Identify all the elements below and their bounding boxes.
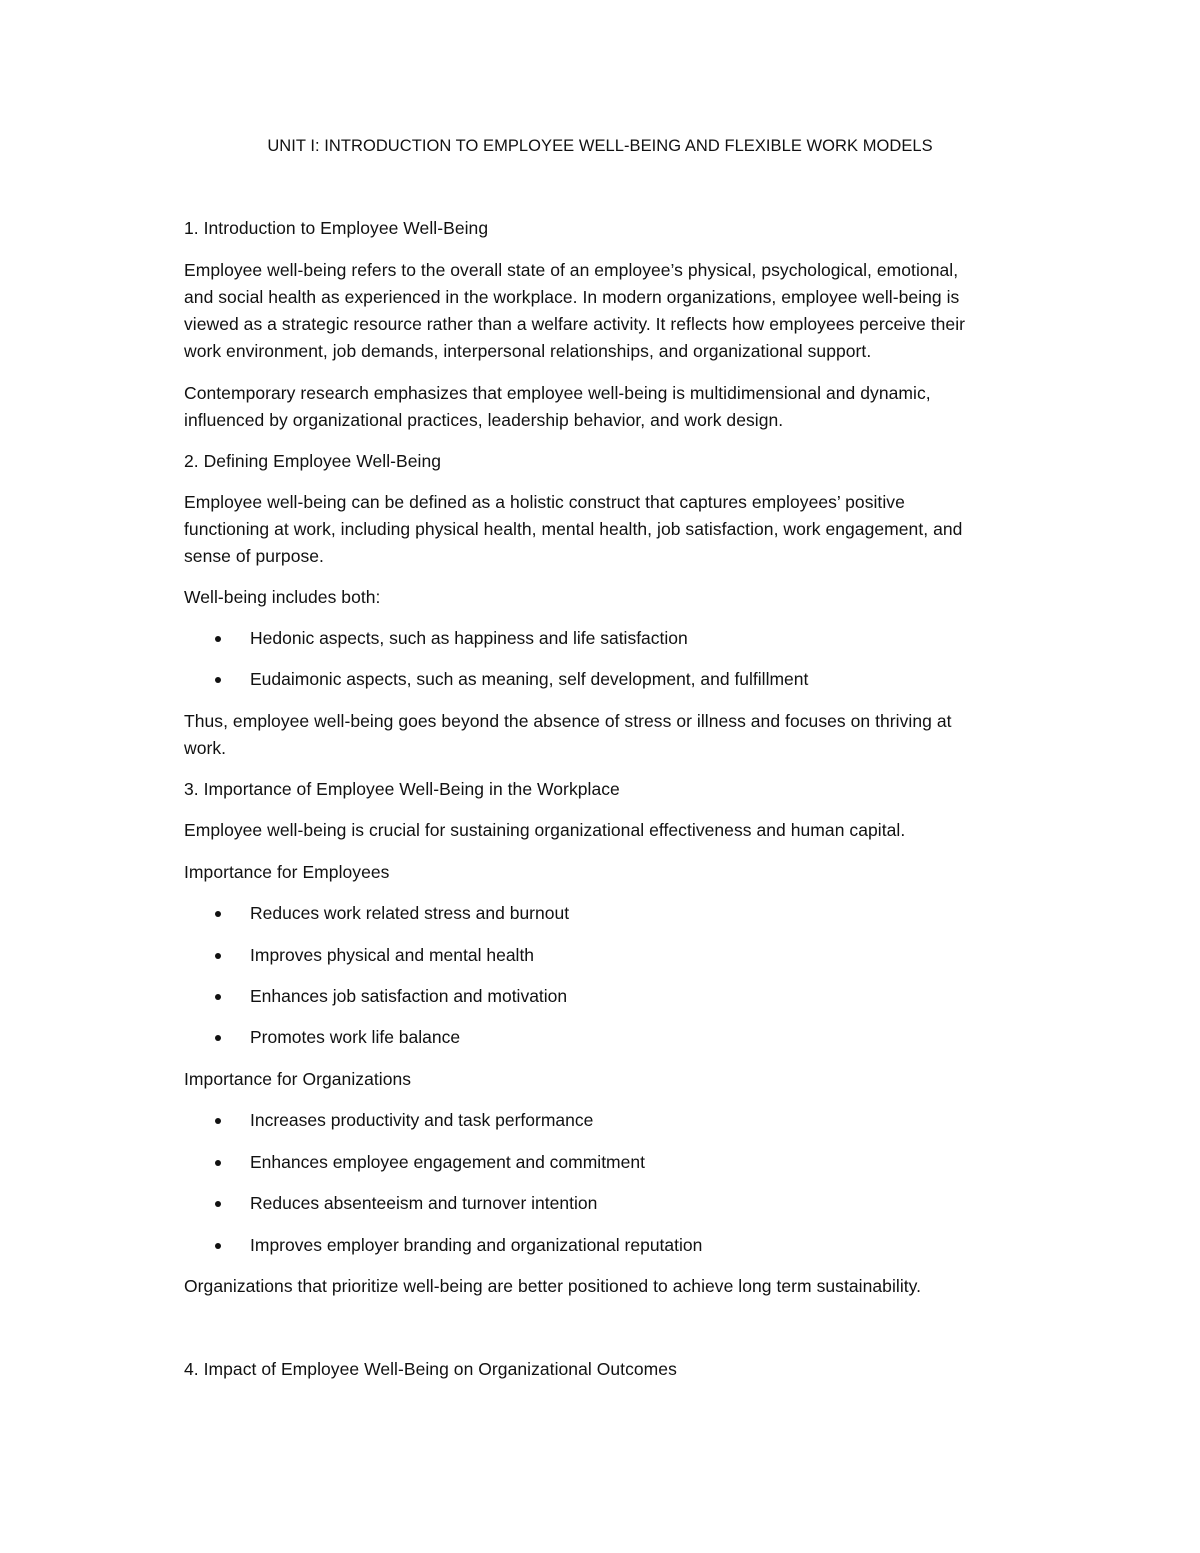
list-item: Hedonic aspects, such as happiness and life satisfaction xyxy=(250,628,688,648)
document-title: UNIT I: INTRODUCTION TO EMPLOYEE WELL-BEING AND FLEXIBLE WORK MODELS xyxy=(267,137,933,155)
bullet-icon xyxy=(215,636,221,642)
bullet-icon xyxy=(215,953,221,959)
list-item: Promotes work life balance xyxy=(250,1027,461,1047)
section-2-paragraph-line-2: functioning at work, including physical health, mental health, job satisfaction, work engagement, and xyxy=(184,519,963,539)
list-item: Reduces absenteeism and turnover intention xyxy=(250,1193,598,1213)
section-1-paragraph-2-line-1: Contemporary research emphasizes that employee well-being is multidimensional and dynamic, xyxy=(184,383,931,403)
section-1-paragraph-1-line-2: and social health as experienced in the workplace. In modern organizations, employee well-being is xyxy=(184,287,960,307)
section-1-paragraph-1-line-4: work environment, job demands, interpersonal relationships, and organizational support. xyxy=(184,341,872,361)
bullet-icon xyxy=(215,1160,221,1166)
bullet-icon xyxy=(215,911,221,917)
section-1-paragraph-1-line-3: viewed as a strategic resource rather than a welfare activity. It reflects how employees perceive their xyxy=(184,314,966,334)
employees-subheading: Importance for Employees xyxy=(184,862,390,882)
section-2-intro: Well-being includes both: xyxy=(184,587,381,607)
list-item: Eudaimonic aspects, such as meaning, self development, and fulfillment xyxy=(250,669,809,689)
section-2-conclusion-line-2: work. xyxy=(184,738,227,758)
section-3-conclusion: Organizations that prioritize well-being are better positioned to achieve long term sustainability. xyxy=(184,1276,922,1296)
bullet-icon xyxy=(215,1118,221,1124)
section-2-heading: 2. Defining Employee Well-Being xyxy=(184,451,442,471)
section-2-paragraph-line-1: Employee well-being can be defined as a holistic construct that captures employees’ positive xyxy=(184,492,905,512)
section-1-paragraph-2-line-2: influenced by organizational practices, leadership behavior, and work design. xyxy=(184,410,784,430)
list-item: Reduces work related stress and burnout xyxy=(250,903,570,923)
section-2-paragraph-line-3: sense of purpose. xyxy=(184,546,324,566)
bullet-icon xyxy=(215,994,221,1000)
list-item: Increases productivity and task performance xyxy=(250,1110,594,1130)
organizations-subheading: Importance for Organizations xyxy=(184,1069,412,1089)
list-item: Improves physical and mental health xyxy=(250,945,535,965)
list-item: Improves employer branding and organizational reputation xyxy=(250,1235,703,1255)
section-3-heading: 3. Importance of Employee Well-Being in the Workplace xyxy=(184,779,620,799)
bullet-icon xyxy=(215,1035,221,1041)
list-item: Enhances employee engagement and commitment xyxy=(250,1152,645,1172)
section-3-intro: Employee well-being is crucial for sustaining organizational effectiveness and human capital. xyxy=(184,820,906,840)
section-1-heading: 1. Introduction to Employee Well-Being xyxy=(184,218,489,238)
bullet-icon xyxy=(215,1201,221,1207)
bullet-icon xyxy=(215,677,221,683)
bullet-icon xyxy=(215,1243,221,1249)
section-1-paragraph-1-line-1: Employee well-being refers to the overall state of an employee’s physical, psychological, emotional, xyxy=(184,260,959,280)
section-2-conclusion-line-1: Thus, employee well-being goes beyond the absence of stress or illness and focuses on thriving at xyxy=(184,711,952,731)
section-4-heading: 4. Impact of Employee Well-Being on Organizational Outcomes xyxy=(184,1359,677,1379)
list-item: Enhances job satisfaction and motivation xyxy=(250,986,568,1006)
